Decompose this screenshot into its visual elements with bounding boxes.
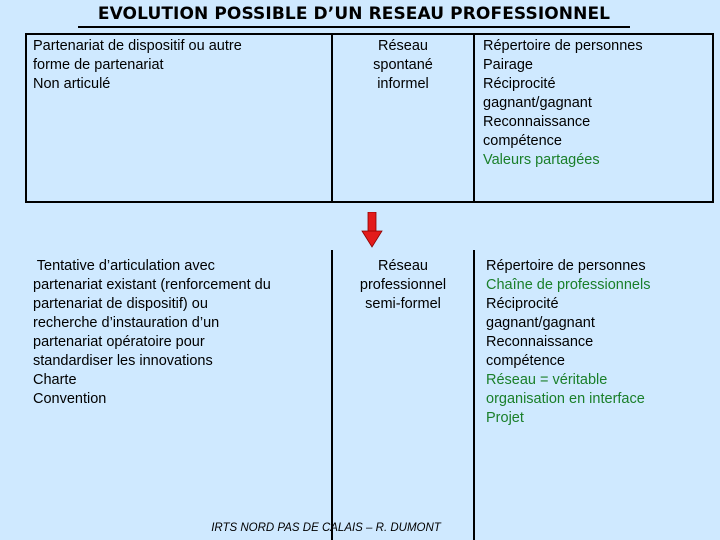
bottom-left-line: recherche d’instauration d’un: [33, 315, 220, 331]
bottom-left-line: Convention: [33, 391, 107, 407]
top-right-cell: [483, 37, 711, 170]
top-left-line: forme de partenariat: [33, 57, 164, 73]
bottom-middle-line: semi-formel: [365, 296, 441, 312]
bottom-right-line: compétence: [486, 353, 565, 369]
bottom-middle-line: Réseau: [378, 258, 428, 274]
bottom-right-line: Réciprocité: [486, 296, 559, 312]
top-right-line: Réciprocité: [483, 76, 556, 92]
top-left-cell: [33, 37, 325, 94]
bottom-right-line: gagnant/gagnant: [486, 315, 595, 331]
top-divider-2: [473, 33, 475, 203]
bottom-middle-cell: [333, 257, 473, 314]
bottom-right-line: Projet: [486, 410, 524, 426]
top-left-line: Non articulé: [33, 76, 111, 92]
bottom-left-line: standardiser les innovations: [33, 353, 213, 369]
bottom-right-line: Réseau = véritable: [486, 372, 608, 388]
top-middle-line: Réseau: [378, 38, 428, 54]
bottom-left-cell: [33, 257, 328, 409]
footer-credit: IRTS NORD PAS DE CALAIS – R. DUMONT: [211, 522, 441, 534]
bottom-left-line: partenariat de dispositif) ou: [33, 296, 208, 312]
down-arrow-icon: [361, 212, 383, 248]
bottom-right-line: Chaîne de professionnels: [486, 277, 651, 293]
top-right-line: compétence: [483, 133, 562, 149]
top-middle-cell: [333, 37, 473, 94]
top-middle-line: spontané: [373, 57, 433, 73]
top-right-line: gagnant/gagnant: [483, 95, 592, 111]
top-left-line: Partenariat de dispositif ou autre: [33, 38, 242, 54]
top-middle-line: informel: [377, 76, 429, 92]
top-right-line: Répertoire de personnes: [483, 38, 643, 54]
bottom-middle-line: professionnel: [359, 277, 447, 293]
title-underline: [78, 26, 630, 28]
top-right-line: Pairage: [483, 57, 533, 73]
bottom-right-line: Répertoire de personnes: [486, 258, 646, 274]
bottom-left-line: Tentative d’articulation avec: [33, 258, 215, 274]
bottom-divider-2: [473, 250, 475, 540]
top-right-line: Valeurs partagées: [483, 152, 600, 168]
page-title-wrap: [78, 4, 630, 24]
bottom-left-line: partenariat existant (renforcement du: [33, 277, 271, 293]
bottom-left-line: partenariat opératoire pour: [33, 334, 205, 350]
bottom-right-line: Reconnaissance: [486, 334, 594, 350]
top-right-line: Reconnaissance: [483, 114, 591, 130]
bottom-right-line: organisation en interface: [486, 391, 645, 407]
bottom-right-cell: [486, 257, 714, 428]
page-title: EVOLUTION POSSIBLE D’UN RESEAU PROFESSIONNEL: [97, 4, 611, 24]
bottom-left-line: Charte: [33, 372, 77, 388]
